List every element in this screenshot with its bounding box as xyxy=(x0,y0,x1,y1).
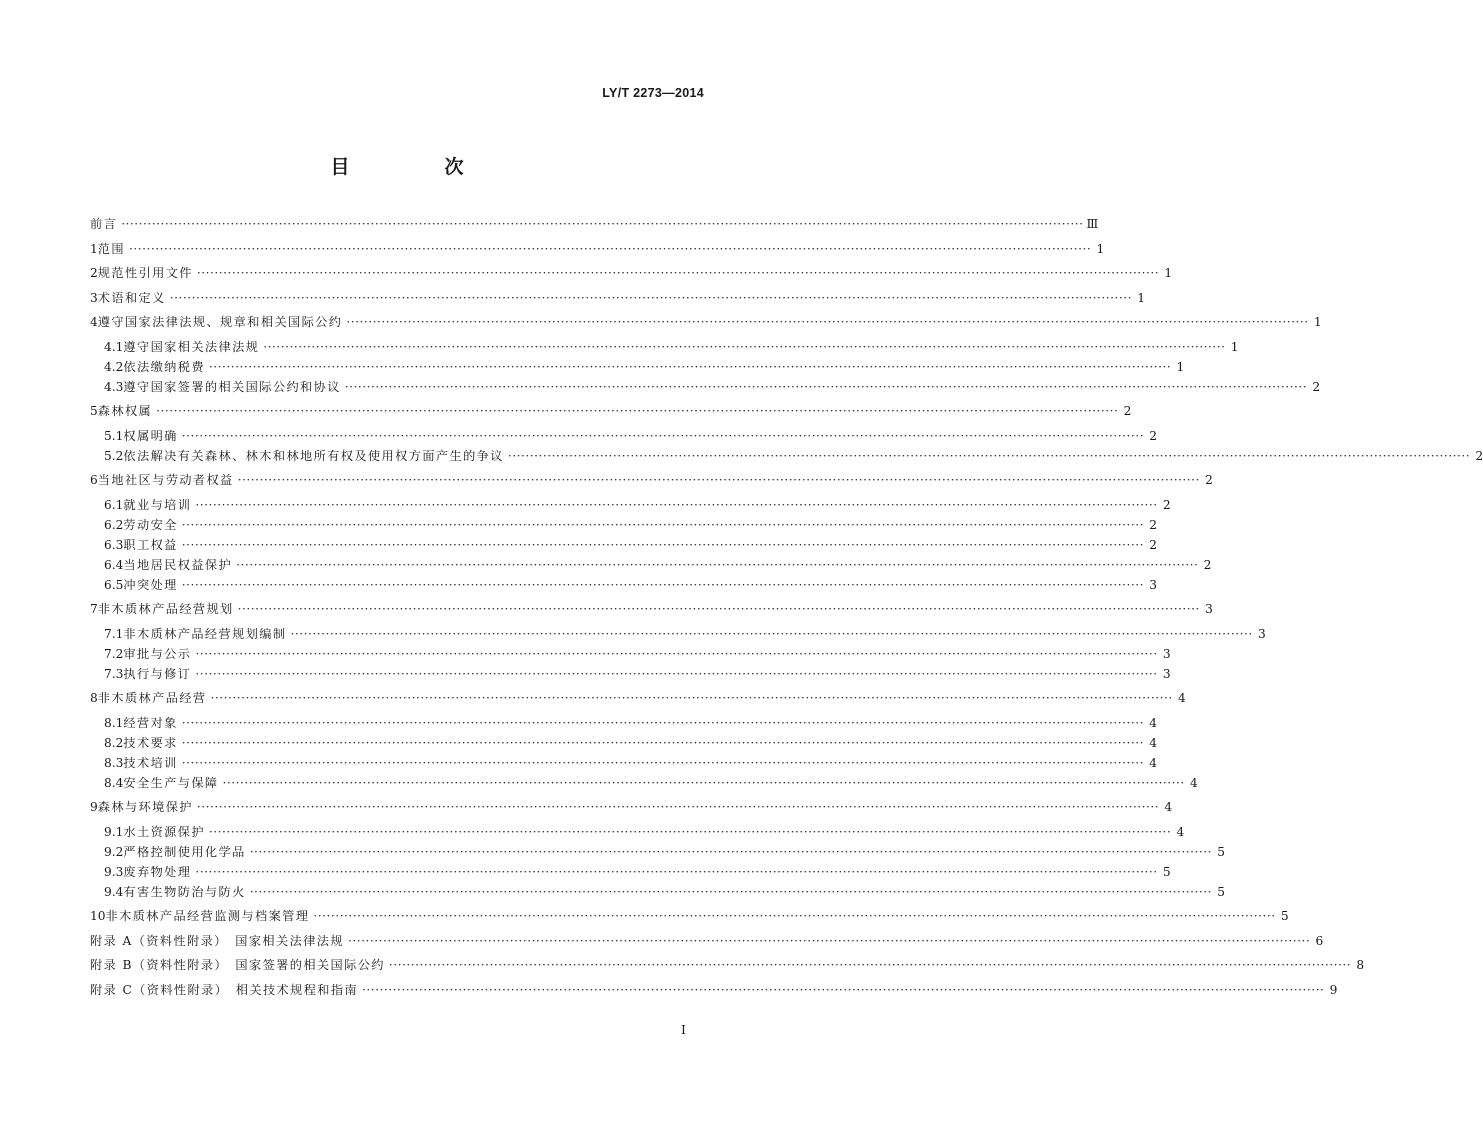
toc-entry-label: 职工权益 xyxy=(123,537,178,552)
toc-entry-label: 当地社区与劳动者权益 xyxy=(97,473,234,487)
toc-entry-label: 非木质林产品经营规划 xyxy=(97,602,234,616)
toc-entry[interactable] xyxy=(90,624,1266,644)
toc-leader-dots: ···························································································································································································································· xyxy=(346,315,1309,329)
toc-entry[interactable] xyxy=(90,797,1173,817)
toc-entry[interactable] xyxy=(90,688,1186,708)
toc-leader-dots: ···························································································································································································································· xyxy=(196,266,1160,280)
toc-entry[interactable] xyxy=(90,426,1158,446)
toc-entry-label: 权属明确 xyxy=(123,428,178,443)
toc-entry[interactable] xyxy=(90,535,1158,555)
toc-entry-page: 4 xyxy=(1149,735,1158,750)
toc-entry-label: 废弃物处理 xyxy=(123,864,192,879)
toc-entry-label: 就业与培训 xyxy=(123,497,192,512)
toc-entry[interactable] xyxy=(90,644,1171,664)
toc-entry-label: 非木质林产品经营 xyxy=(97,691,207,705)
toc-entry-label: 附录 C（资料性附录） 相关技术规程和指南 xyxy=(90,982,359,997)
toc-entry[interactable] xyxy=(90,312,1322,332)
toc-entry[interactable] xyxy=(90,214,1099,234)
toc-leader-dots: ···························································································································································································································· xyxy=(181,755,1145,770)
toc-entry-page: 2 xyxy=(1312,379,1321,394)
toc-leader-dots: ···························································································································································································································· xyxy=(347,933,1311,948)
toc-entry-page: 3 xyxy=(1149,577,1158,592)
toc-entry-number: 4.2 xyxy=(104,359,124,374)
toc-entry[interactable] xyxy=(90,263,1173,283)
toc-entry[interactable] xyxy=(90,955,1365,975)
toc-leader-dots: ···························································································································································································································· xyxy=(313,909,1276,923)
toc-entry-page: 1 xyxy=(1164,266,1173,280)
toc-entry-label: 前言 xyxy=(90,217,118,231)
toc-leader-dots: ···························································································································································································································· xyxy=(195,646,1158,661)
toc-entry-label: 非木质林产品经营监测与档案管理 xyxy=(105,909,310,923)
toc-entry-number: 7.3 xyxy=(104,666,124,681)
toc-entry-number: 5.2 xyxy=(104,448,124,463)
toc-entry-page: 3 xyxy=(1257,626,1266,641)
toc-entry-number: 6.2 xyxy=(104,517,124,532)
toc-entry-page: Ⅲ xyxy=(1086,217,1099,231)
toc-entry-label: 审批与公示 xyxy=(123,646,192,661)
toc-leader-dots: ···························································································································································································································· xyxy=(362,982,1325,997)
toc-entry-number: 7.1 xyxy=(104,626,124,641)
toc-leader-dots: ···························································································································································································································· xyxy=(210,691,1173,705)
toc-leader-dots: ···························································································································································································································· xyxy=(195,497,1158,512)
toc-leader-dots: ···························································································································································································································· xyxy=(208,359,1172,374)
toc-entry-number: 7 xyxy=(90,602,98,616)
toc-leader-dots: ···························································································································································································································· xyxy=(181,428,1145,443)
toc-leader-dots: ···························································································································································································································· xyxy=(249,884,1212,899)
toc-entry-label: 冲突处理 xyxy=(123,577,178,592)
toc-entry[interactable] xyxy=(90,842,1225,862)
toc-entry-label: 森林权属 xyxy=(97,404,153,418)
toc-entry-page: 2 xyxy=(1475,448,1483,463)
toc-entry-number: 5 xyxy=(90,404,98,418)
toc-entry[interactable] xyxy=(90,515,1158,535)
toc-entry-page: 1 xyxy=(1096,241,1105,256)
toc-entry[interactable] xyxy=(90,882,1225,902)
toc-entry-page: 1 xyxy=(1313,315,1322,329)
toc-entry[interactable] xyxy=(90,288,1145,308)
toc-entry-label: 依法缴纳税费 xyxy=(123,359,205,374)
toc-entry-label: 严格控制使用化学品 xyxy=(123,844,246,859)
toc-entry-label: 非木质林产品经营规划编制 xyxy=(123,626,287,641)
toc-entry-label: 技术培训 xyxy=(123,755,178,770)
toc-entry-number: 3 xyxy=(90,290,98,305)
toc-entry-page: 3 xyxy=(1162,646,1171,661)
toc-leader-dots: ···························································································································································································································· xyxy=(237,473,1200,487)
toc-leader-dots: ···························································································································································································································· xyxy=(208,824,1172,839)
toc-leader-dots: ···························································································································································································································· xyxy=(195,666,1158,681)
toc-entry[interactable] xyxy=(90,773,1198,793)
toc-entry-page: 9 xyxy=(1329,982,1338,997)
toc-entry-label: 经营对象 xyxy=(123,715,178,730)
toc-entry-label: 技术要求 xyxy=(123,735,178,750)
toc-entry[interactable] xyxy=(90,495,1171,515)
toc-entry[interactable] xyxy=(90,713,1158,733)
toc-leader-dots: ···························································································································································································································· xyxy=(263,339,1226,354)
toc-leader-dots: ···························································································································································································································· xyxy=(249,844,1212,859)
toc-entry-label: 执行与修订 xyxy=(123,666,192,681)
toc-entry-number: 6.5 xyxy=(104,577,124,592)
toc-entry-page: 5 xyxy=(1217,884,1225,899)
toc-entry[interactable] xyxy=(90,239,1105,259)
toc-entry-page: 5 xyxy=(1280,909,1289,923)
toc-leader-dots: ···························································································································································································································· xyxy=(181,735,1145,750)
toc-entry-page: 2 xyxy=(1149,537,1158,552)
toc-entry-page: 4 xyxy=(1178,691,1186,705)
toc-entry-page: 3 xyxy=(1205,602,1213,616)
toc-entry[interactable] xyxy=(90,753,1158,773)
toc-entry-label: 范围 xyxy=(97,241,125,256)
toc-entry-page: 8 xyxy=(1356,958,1365,972)
toc-entry-number: 5.1 xyxy=(104,428,124,443)
toc-entry-page: 2 xyxy=(1205,473,1213,487)
toc-entry-page: 6 xyxy=(1315,933,1324,948)
toc-entry-number: 6.4 xyxy=(104,557,124,572)
toc-entry-label: 森林与环境保护 xyxy=(97,800,193,814)
toc-entry-number: 6.1 xyxy=(104,497,124,512)
toc-entry[interactable] xyxy=(90,357,1185,377)
toc-entry-label: 规范性引用文件 xyxy=(97,266,193,280)
toc-entry-page: 4 xyxy=(1149,715,1158,730)
toc-leader-dots: ···························································································································································································································· xyxy=(388,958,1352,972)
toc-entry-label: 遵守国家相关法律法规 xyxy=(123,339,260,354)
toc-entry-number: 4.3 xyxy=(104,379,124,394)
footer-page-number: I xyxy=(681,1022,686,1037)
toc-entry[interactable] xyxy=(90,822,1185,842)
toc-entry[interactable] xyxy=(90,446,1483,466)
toc-leader-dots: ···························································································································································································································· xyxy=(169,290,1132,305)
toc-entry-page: 2 xyxy=(1149,517,1158,532)
toc-entry[interactable] xyxy=(90,862,1171,882)
toc-leader-dots: ···························································································································································································································· xyxy=(290,626,1253,641)
toc-entry[interactable] xyxy=(90,931,1324,951)
toc-leader-dots: ···························································································································································································································· xyxy=(236,557,1199,572)
toc-entry-label: 依法解决有关森林、林木和林地所有权及使用权方面产生的争议 xyxy=(123,448,504,463)
toc-entry-number: 7.2 xyxy=(104,646,124,661)
toc-entry-label: 有害生物防治与防火 xyxy=(123,884,246,899)
toc-entry-number: 9 xyxy=(90,800,98,814)
toc-entry-label: 劳动安全 xyxy=(123,517,178,532)
toc-entry-page: 1 xyxy=(1230,339,1239,354)
toc-entry-number: 8.2 xyxy=(104,735,124,750)
toc-entry-number: 8.1 xyxy=(104,715,124,730)
page-title: 目 次 xyxy=(330,156,502,178)
toc-leader-dots: ···························································································································································································································· xyxy=(344,379,1308,394)
toc-entry-label: 术语和定义 xyxy=(97,290,166,305)
toc-entry-number: 9.2 xyxy=(104,844,124,859)
toc-leader-dots: ···························································································································································································································· xyxy=(181,517,1145,532)
toc-entry-page: 1 xyxy=(1137,290,1145,305)
toc-leader-dots: ···························································································································································································································· xyxy=(181,577,1145,592)
table-of-contents xyxy=(90,214,1483,1000)
standard-code: LY/T 2273—2014 xyxy=(602,86,704,100)
toc-entry-number: 4 xyxy=(90,315,98,329)
toc-leader-dots: ···························································································································································································································· xyxy=(181,715,1145,730)
toc-entry[interactable] xyxy=(90,555,1212,575)
toc-entry-page: 5 xyxy=(1217,844,1225,859)
toc-entry-number: 8.3 xyxy=(104,755,124,770)
toc-entry-page: 2 xyxy=(1203,557,1212,572)
toc-entry-page: 5 xyxy=(1162,864,1171,879)
toc-entry-number: 8.4 xyxy=(104,775,124,790)
toc-entry-number: 6 xyxy=(90,473,98,487)
toc-entry-number: 2 xyxy=(90,266,98,280)
toc-entry-label: 附录 B（资料性附录） 国家签署的相关国际公约 xyxy=(90,958,385,972)
toc-entry[interactable] xyxy=(90,470,1213,490)
toc-entry-label: 遵守国家签署的相关国际公约和协议 xyxy=(123,379,341,394)
toc-entry-number: 6.3 xyxy=(104,537,124,552)
toc-entry[interactable] xyxy=(90,980,1338,1000)
toc-leader-dots: ···························································································································································································································· xyxy=(181,537,1145,552)
toc-leader-dots: ···························································································································································································································· xyxy=(121,217,1084,231)
toc-entry[interactable] xyxy=(90,906,1289,926)
toc-entry[interactable] xyxy=(90,575,1158,595)
toc-entry-number: 8 xyxy=(90,691,98,705)
toc-entry-page: 4 xyxy=(1190,775,1198,790)
toc-entry-number: 9.4 xyxy=(104,884,124,899)
toc-entry[interactable] xyxy=(90,664,1171,684)
toc-entry-label: 当地居民权益保护 xyxy=(123,557,233,572)
toc-entry-number: 9.3 xyxy=(104,864,124,879)
toc-entry-page: 2 xyxy=(1149,428,1158,443)
toc-leader-dots: ···························································································································································································································· xyxy=(507,448,1471,463)
toc-entry[interactable] xyxy=(90,599,1213,619)
toc-entry-number: 4.1 xyxy=(104,339,124,354)
toc-leader-dots: ···························································································································································································································· xyxy=(237,602,1200,616)
toc-entry[interactable] xyxy=(90,337,1239,357)
toc-entry-page: 4 xyxy=(1149,755,1158,770)
toc-entry-page: 4 xyxy=(1164,800,1173,814)
toc-leader-dots: ···························································································································································································································· xyxy=(196,800,1160,814)
toc-entry-page: 2 xyxy=(1123,404,1132,418)
toc-entry-number: 1 xyxy=(90,241,98,256)
toc-entry-label: 遵守国家法律法规、规章和相关国际公约 xyxy=(97,315,343,329)
toc-entry-label: 安全生产与保障 xyxy=(123,775,219,790)
toc-entry-number: 10 xyxy=(90,909,106,923)
toc-entry[interactable] xyxy=(90,377,1321,397)
toc-entry-page: 2 xyxy=(1162,497,1171,512)
toc-leader-dots: ···························································································································································································································· xyxy=(128,241,1092,256)
toc-entry-label: 附录 A（资料性附录） 国家相关法律法规 xyxy=(90,933,344,948)
toc-leader-dots: ···························································································································································································································· xyxy=(195,864,1158,879)
toc-entry-page: 1 xyxy=(1176,359,1185,374)
toc-leader-dots: ···························································································································································································································· xyxy=(222,775,1185,790)
toc-entry-page: 4 xyxy=(1176,824,1185,839)
toc-entry-number: 9.1 xyxy=(104,824,124,839)
toc-entry-label: 水土资源保护 xyxy=(123,824,205,839)
toc-entry[interactable] xyxy=(90,401,1132,421)
toc-leader-dots: ···························································································································································································································· xyxy=(156,404,1119,418)
toc-entry-page: 3 xyxy=(1162,666,1171,681)
toc-entry[interactable] xyxy=(90,733,1158,753)
